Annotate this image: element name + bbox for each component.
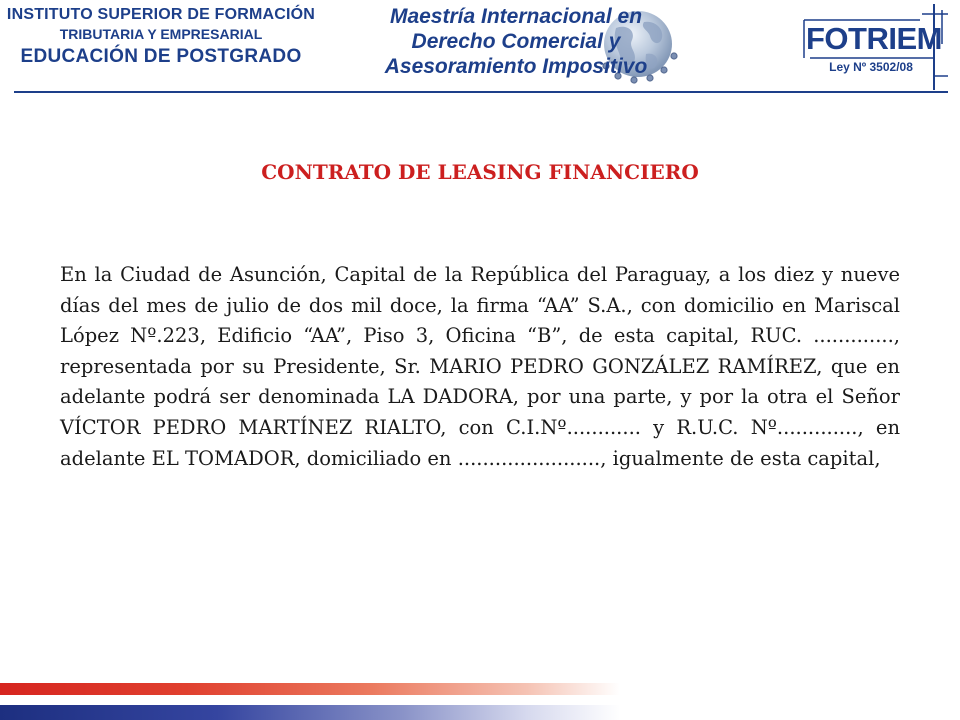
institute-name-line2: TRIBUTARIA Y EMPRESARIAL (59, 26, 263, 42)
masters-program-title (366, 4, 666, 79)
masters-program-logo (366, 2, 696, 88)
document-body: En la Ciudad de Asunción, Capital de la República del Paraguay, a los diez y nueve días del mes de julio de dos mil doce, la firma “AA” S.A., con domicilio en Mariscal López Nº.223, Edificio “AA”, Piso 3, Oficina “B”, de esta capital, RUC. ............., representada por su Presidente, Sr. MARIO PEDRO GONZÁLEZ RAMÍREZ, que en adelante podrá ser denominada LA DADORA, por una parte, y por la otra el Señor VÍCTOR PEDRO MARTÍNEZ RIALTO, con C.I.Nº............ y R.U.C. Nº............., en adelante EL TOMADOR, domiciliado en ......................., igualmente de esta capital, (60, 263, 900, 470)
institute-logo (6, 4, 316, 70)
footer-bar-blue (0, 705, 620, 720)
masters-title-line2: Derecho Comercial y (411, 30, 621, 53)
header-divider (14, 91, 948, 93)
institute-name-line1: INSTITUTO SUPERIOR DE FORMACIÓN (6, 6, 316, 23)
document-title: CONTRATO DE LEASING FINANCIERO (261, 160, 699, 184)
fotriem-name: FOTRIEM (806, 21, 942, 56)
masters-title-line3: Asesoramiento Impositivo (384, 55, 648, 78)
footer-bar-red (0, 683, 620, 695)
header (0, 0, 960, 92)
masters-title-line1: Maestría Internacional en (389, 5, 643, 28)
fotriem-logo (800, 4, 950, 84)
institute-name-line3: EDUCACIÓN DE POSTGRADO (20, 46, 302, 67)
fotriem-law: Ley Nº 3502/08 (829, 60, 913, 74)
